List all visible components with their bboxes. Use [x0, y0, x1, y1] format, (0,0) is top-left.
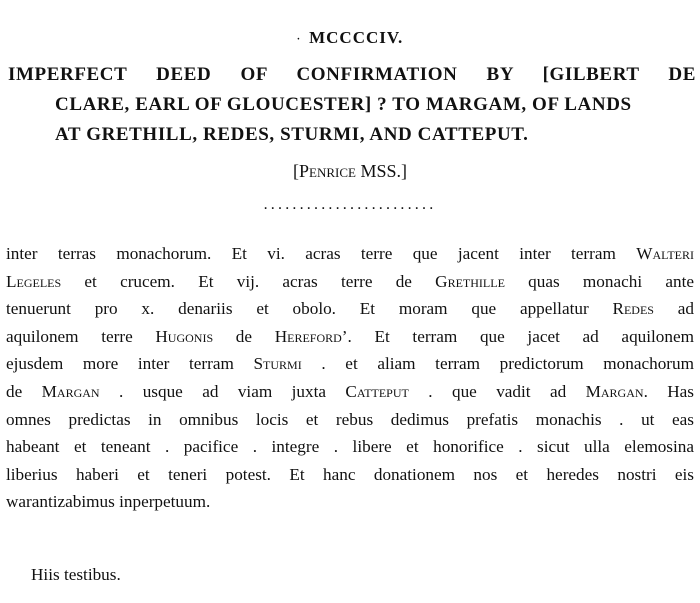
body-text-segment: de	[213, 326, 275, 346]
body-text-segment: de	[6, 381, 42, 401]
title-line-2: CLARE, EARL OF GLOUCESTER] ? TO MARGAM, OF LANDS	[55, 94, 632, 115]
body-text-segment: . usque ad viam juxta	[99, 381, 346, 401]
source-rest: MSS.]	[355, 161, 407, 181]
body-text-segment: ad	[653, 299, 694, 319]
body-line	[6, 406, 694, 434]
proper-name: Grethille	[435, 271, 505, 291]
body-line	[6, 295, 694, 323]
body-text-segment: liberius haberi et teneri potest. Et hanc donationem nos et heredes nostri eis	[6, 464, 694, 484]
dotted-divider: ........................	[263, 196, 437, 213]
witness-clause: Hiis testibus.	[31, 565, 121, 584]
body-text-segment: . Has	[643, 381, 694, 401]
body-text-segment: warantizabimus inperpetuum.	[6, 492, 211, 512]
proper-name: Walteri	[636, 244, 694, 263]
source-citation	[0, 161, 700, 182]
body-text-segment: habeant et teneant . pacifice . integre . libere et honorifice . sicut ulla elemosina	[6, 437, 694, 457]
body-text-segment: . et aliam terram predictorum monachorum	[301, 354, 694, 374]
body-text-segment: ejusdem more inter terram	[6, 354, 254, 374]
charter-number-text: MCCCCIV.	[309, 28, 404, 47]
proper-name: Legeles	[6, 271, 62, 291]
proper-name: Margan	[41, 381, 100, 401]
body-line	[6, 323, 694, 351]
body-text-segment: inter terras monachorum. Et vi. acras terre que jacent inter terram	[6, 244, 637, 263]
proper-name: Redes	[612, 299, 654, 319]
body-text-segment: quas monachi ante	[504, 271, 694, 291]
charter-title	[8, 60, 696, 150]
proper-name: Sturmi	[253, 354, 302, 374]
body-line	[6, 268, 694, 296]
body-line	[6, 461, 694, 489]
title-line-3: AT GRETHILL, REDES, STURMI, AND CATTEPUT.	[55, 124, 529, 145]
source-name: Penrice	[299, 161, 356, 181]
body-line	[6, 488, 694, 516]
title-line-1: IMPERFECT DEED OF CONFIRMATION BY [GILBERT DE	[8, 64, 696, 85]
body-line	[6, 378, 694, 406]
body-text-segment: tenuerunt pro x. denariis et obolo. Et moram que appellatur	[6, 299, 613, 319]
proper-name: Catteput	[345, 381, 409, 401]
body-line	[6, 240, 694, 268]
proper-name: Hugonis	[155, 326, 214, 346]
body-text-segment: omnes predictas in omnibus locis et rebus dedimus prefatis monachis . ut eas	[6, 409, 694, 429]
source-open-bracket: [	[293, 161, 299, 181]
body-text-segment: ’. Et terram que jacet ad aquilonem	[341, 326, 694, 346]
charter-body	[6, 240, 694, 516]
number-mark: ·	[296, 33, 302, 45]
body-line	[6, 350, 694, 378]
body-text-segment: aquilonem terre	[6, 326, 156, 346]
body-line	[6, 433, 694, 461]
proper-name: Hereford	[274, 326, 342, 346]
body-text-segment: . que vadit ad	[408, 381, 586, 401]
proper-name: Margan	[585, 381, 644, 401]
body-text-segment: et crucem. Et vij. acras terre de	[61, 271, 436, 291]
charter-number	[0, 28, 700, 48]
